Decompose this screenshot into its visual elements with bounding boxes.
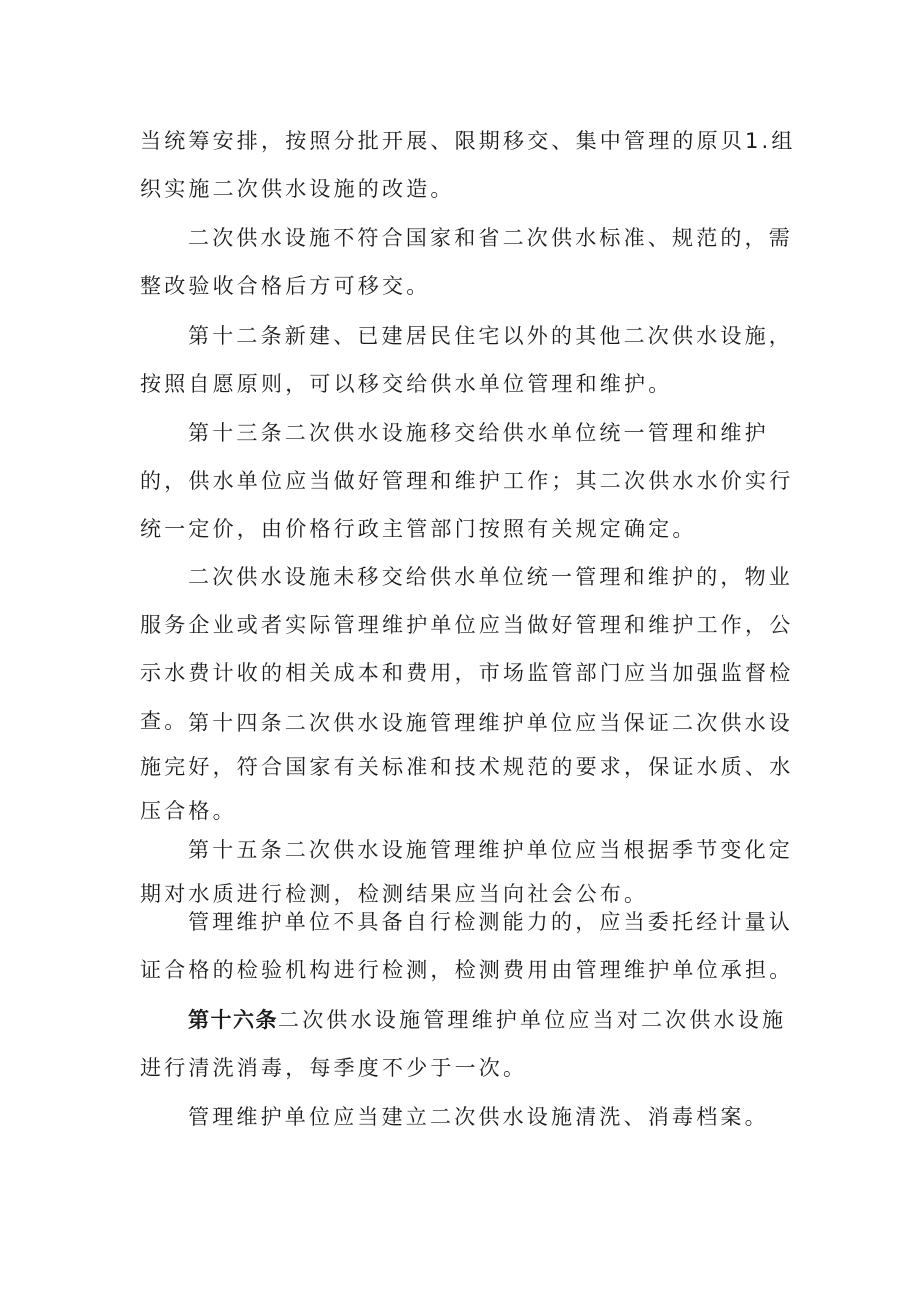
paragraph [140, 996, 800, 1092]
paragraph-text: 二次供水设施管理维护单位应当对二次供水设施进行清洗消毒，每季度不少于一次。 [140, 1008, 787, 1080]
paragraph: 当统筹安排，按照分批开展、限期移交、集中管理的原贝1.组织实施二次供水设施的改造。 [140, 129, 796, 201]
paragraph: 第十四条二次供水设施管理维护单位应当保证二次供水设施完好，符合国家有关标准和技术规范的要求，保证水质、水压合格。 [140, 711, 794, 823]
paragraph: 二次供水设施未移交给供水单位统一管理和维护的，物业服务企业或者实际管理维护单位应当做好管理和维护工作，公示水费计收的相关成本和费用，市场监管部门应当加强监督检查。 [140, 565, 794, 733]
paragraph: 管理维护单位不具备自行检测能力的，应当委托经计量认证合格的检验机构进行检测，检测费用由管理维护单位承担。 [140, 910, 794, 982]
article-heading: 第十六条 [188, 1008, 278, 1032]
paragraph: 管理维护单位应当建立二次供水设施清洗、消毒档案。 [188, 1105, 769, 1129]
paragraph: 二次供水设施不符合国家和省二次供水标准、规范的，需整改验收合格后方可移交。 [140, 226, 793, 298]
paragraph: 第十三条二次供水设施移交给供水单位统一管理和维护的，供水单位应当做好管理和维护工作；其二次供水水价实行统一定价，由价格行政主管部门按照有关规定确定。 [140, 421, 794, 541]
paragraph: 第十五条二次供水设施管理维护单位应当根据季节变化定期对水质进行检测，检测结果应当向社会公布。 [140, 838, 793, 906]
paragraph: 第十二条新建、已建居民住宅以外的其他二次供水设施，按照自愿原则，可以移交给供水单位管理和维护。 [140, 324, 793, 396]
